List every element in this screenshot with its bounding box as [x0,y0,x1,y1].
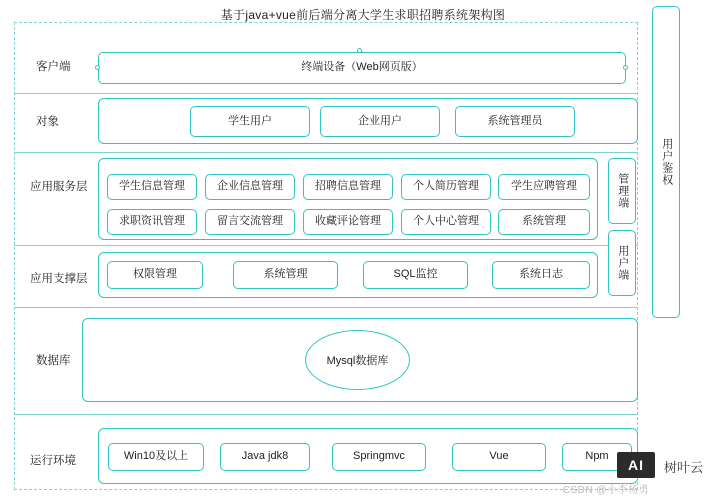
divider-client-object [14,93,638,94]
divider-object-service [14,152,638,153]
service-system-manage[interactable]: 系统管理 [498,209,590,235]
layer-label-database: 数据库 [36,355,71,367]
divider-support-database [14,307,638,308]
runtime-npm[interactable]: Npm [562,443,632,471]
runtime-jdk8[interactable]: Java jdk8 [220,443,310,471]
layer-label-runtime: 运行环境 [30,455,76,467]
service-job-info[interactable]: 招聘信息管理 [303,174,393,200]
service-apply[interactable]: 学生应聘管理 [498,174,590,200]
layer-label-service: 应用服务层 [30,181,88,193]
side-tag-auth[interactable] [652,6,680,318]
support-sql-monitor[interactable]: SQL监控 [363,261,468,289]
layer-label-object: 对象 [36,116,59,128]
support-system-log[interactable]: 系统日志 [492,261,590,289]
service-job-news[interactable]: 求职资讯管理 [107,209,197,235]
side-tag-user[interactable] [608,230,636,296]
service-message[interactable]: 留言交流管理 [205,209,295,235]
runtime-springmvc[interactable]: Springmvc [332,443,426,471]
side-tag-auth-label: 用户鉴权 [660,138,673,186]
divider-database-runtime [14,414,638,415]
object-student-user[interactable]: 学生用户 [190,106,310,137]
service-resume[interactable]: 个人简历管理 [401,174,491,200]
side-tag-admin-label: 管理端 [616,173,629,209]
watermark-footer: CSDN @小李杨勇 [562,485,649,496]
side-tag-admin[interactable] [608,158,636,224]
divider-service-support [14,245,638,246]
service-student-info[interactable]: 学生信息管理 [107,174,197,200]
runtime-vue[interactable]: Vue [452,443,546,471]
layer-label-support: 应用支撑层 [30,273,88,285]
client-terminal-box[interactable]: 终端设备（Web网页版） [98,52,626,84]
database-mysql[interactable]: Mysql数据库 [305,330,410,390]
runtime-win10[interactable]: Win10及以上 [108,443,204,471]
client-connector-left-dot [95,65,100,70]
service-favorite-comment[interactable]: 收藏评论管理 [303,209,393,235]
support-permission[interactable]: 权限管理 [107,261,203,289]
client-connector-right-dot [623,65,628,70]
side-tag-user-label: 用户端 [616,245,629,281]
watermark-badge: AI [617,452,655,478]
service-personal-center[interactable]: 个人中心管理 [401,209,491,235]
service-company-info[interactable]: 企业信息管理 [205,174,295,200]
client-connector-top-dot [357,48,362,53]
support-system[interactable]: 系统管理 [233,261,338,289]
page-title: 基于java+vue前后端分离大学生求职招聘系统架构图 [220,8,506,22]
object-company-user[interactable]: 企业用户 [320,106,440,137]
object-system-admin[interactable]: 系统管理员 [455,106,575,137]
layer-label-client: 客户端 [36,61,71,73]
watermark-text: 树叶云 [663,460,703,475]
